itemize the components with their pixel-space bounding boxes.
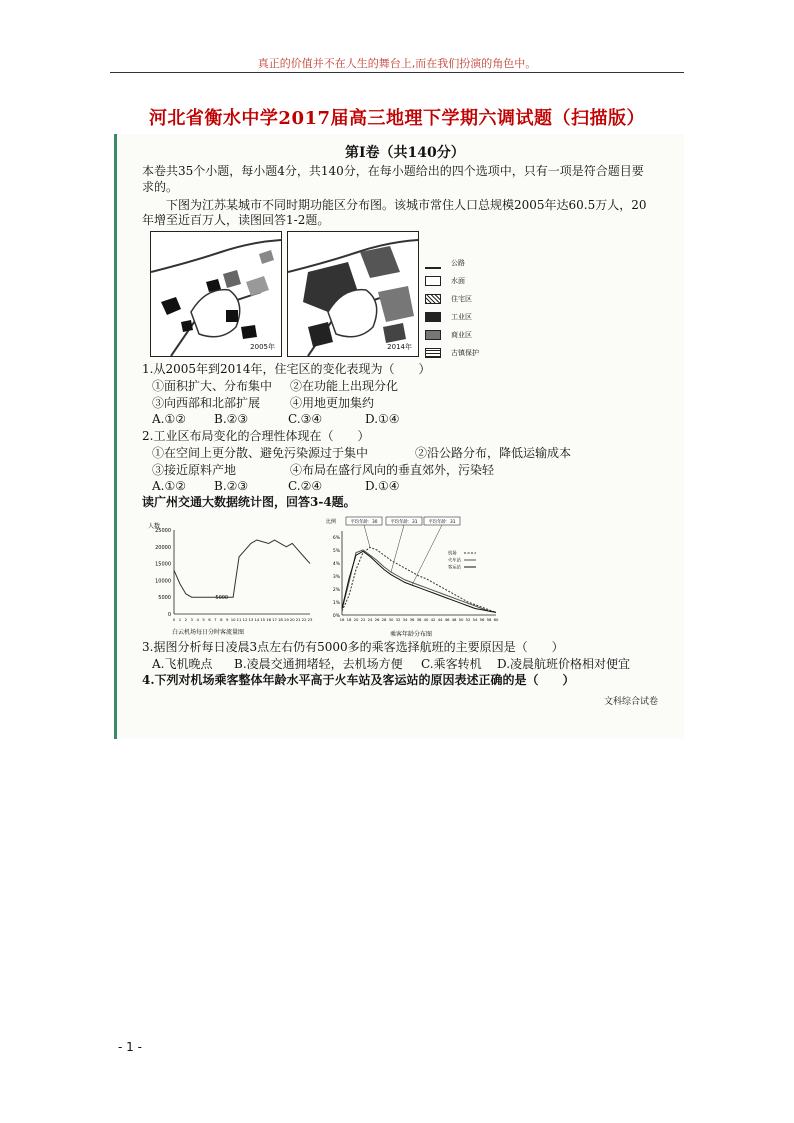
chart2-xtick-label: 16	[339, 617, 345, 622]
chart1-series-line	[174, 540, 310, 597]
intro-line-2: 求的。	[142, 180, 179, 194]
chart1-xtick-label: 16	[266, 617, 272, 622]
chart1-ytick-label: 25000	[155, 528, 171, 534]
q2-option-1: ①在空间上更分散、避免污染源过于集中	[152, 446, 369, 460]
legend-residential-icon	[425, 294, 441, 304]
chart1-xtick-label: 21	[295, 617, 301, 622]
chart1-xtick-label: 19	[283, 617, 289, 622]
chart1-xtick-label: 20	[289, 617, 295, 622]
legend-label-commercial: 商业区	[451, 331, 472, 339]
q1-stem: 1.从2005年到2014年，住宅区的变化表现为（ ）	[142, 362, 431, 376]
legend-road-icon	[425, 263, 441, 273]
chart1-xtick-label: 11	[236, 617, 242, 622]
q1-answer-b: B.②③	[214, 412, 249, 426]
chart2-annotation-pointer	[391, 525, 404, 572]
chart1-xtick-label: 1	[178, 617, 182, 622]
document-title: 河北省衡水中学2017届高三地理下学期六调试题（扫描版）	[148, 108, 646, 129]
scan-edge-line	[114, 134, 117, 739]
chart1-ytick-label: 20000	[155, 544, 171, 551]
chart1-xtick-label: 17	[272, 617, 277, 622]
q1-answer-c: C.③④	[288, 412, 323, 426]
chart2-ytick-label: 2%	[332, 588, 340, 593]
chart2-xtick-label: 38	[416, 617, 422, 622]
chart1-xlabel: 白云机场每日分时客流量图	[172, 629, 245, 636]
map-legend	[425, 258, 505, 358]
legend-water-icon	[425, 276, 441, 286]
chart2-ytick-label: 4%	[332, 562, 340, 567]
chart2-series-line	[342, 550, 496, 612]
chart2-ytick-label: 1%	[332, 601, 340, 606]
chart2-ytick-label: 0%	[332, 614, 340, 619]
chart1-xtick-label: 12	[242, 617, 248, 622]
chart2-annotation-label: 平均年龄：30	[350, 520, 378, 525]
chart1-xtick-label: 23	[307, 617, 313, 622]
chart2-xtick-label: 26	[374, 617, 380, 622]
q3-answer-b: B.凌晨交通拥堵轻，去机场方便	[234, 657, 403, 671]
q1-option-1: ①面积扩大、分布集中	[152, 379, 273, 393]
chart2-xtick-label: 58	[486, 617, 492, 622]
q2-option-4: ④布局在盛行风向的垂直郊外，污染轻	[290, 463, 495, 477]
stem-line-2: 年增至近百万人，读图回答1-2题。	[142, 213, 330, 227]
chart1-xtick-label: 9	[226, 617, 229, 622]
chart2-ytick-label: 5%	[332, 549, 340, 554]
legend-label-industrial: 工业区	[451, 313, 472, 321]
chart2-xtick-label: 22	[360, 617, 366, 622]
legend-label-residential: 住宅区	[451, 295, 472, 303]
chart1-xtick-label: 8	[220, 617, 223, 622]
q3-answer-d: D.凌晨航班价格相对便宜	[497, 657, 631, 671]
chart1-xtick-label: 7	[214, 617, 217, 622]
chart2-ylabel: 比例	[326, 519, 337, 525]
chart2-xtick-label: 52	[465, 617, 471, 622]
chart2-xtick-label: 54	[472, 617, 478, 622]
q1-option-3: ③向西部和北部扩展	[152, 396, 261, 410]
q3-answer-c: C.乘客转机	[421, 657, 482, 671]
chart2-xtick-label: 60	[493, 617, 499, 622]
chart1-xtick-label: 2	[184, 617, 188, 622]
chart2-series-line	[342, 547, 496, 612]
age-distribution-chart	[324, 511, 504, 639]
chart2-xtick-label: 40	[423, 617, 429, 622]
map-2014	[287, 231, 419, 357]
chart2-legend-label: 火车站	[448, 558, 461, 564]
chart2-xtick-label: 56	[479, 617, 485, 622]
legend-commercial-icon	[425, 330, 441, 340]
q2-answer-a: A.①②	[152, 479, 186, 493]
map-2005-year: 2005年	[250, 343, 275, 351]
chart2-legend-label: 机场	[448, 551, 457, 557]
chart1-annotation: 5000	[215, 595, 229, 602]
chart1-ytick-label: 5000	[158, 595, 171, 602]
chart1-xtick-label: 22	[301, 617, 307, 622]
map-2014-drawing	[288, 232, 418, 356]
chart1-xtick-label: 10	[230, 617, 236, 622]
q2-option-2: ②沿公路分布，降低运输成本	[415, 446, 572, 460]
chart2-ytick-label: 6%	[332, 536, 340, 541]
chart1-ylabel: 人数	[148, 523, 161, 530]
chart1-xtick-label: 0	[172, 617, 176, 622]
chart1-ytick-label: 10000	[155, 578, 171, 585]
chart2-xtick-label: 42	[430, 617, 436, 622]
q2-stem: 2.工业区布局变化的合理性体现在（ ）	[142, 429, 370, 443]
q1-option-2: ②在功能上出现分化	[290, 379, 399, 393]
q2-answer-d: D.①④	[365, 479, 400, 493]
chart2-xtick-label: 34	[402, 617, 408, 622]
chart1-ytick-label: 15000	[155, 561, 171, 568]
chart2-annotation-label: 平均年龄：31	[390, 520, 418, 525]
chart2-xtick-label: 30	[388, 617, 394, 622]
chart2-xlabel: 乘客年龄分布图	[390, 631, 433, 638]
q3-answer-a: A.飞机晚点	[152, 657, 213, 671]
legend-label-heritage: 古镇保护	[451, 349, 479, 357]
chart2-xtick-label: 28	[381, 617, 387, 622]
chart2-annotation-label: 平均年龄：31	[428, 520, 456, 525]
header-quote: 真正的价值并不在人生的舞台上,而在我们扮演的角色中。	[257, 57, 537, 70]
q1-answer-d: D.①④	[365, 412, 400, 426]
chart2-ytick-label: 3%	[332, 575, 340, 580]
intro-line-1: 本卷共35个小题，每小题4分，共140分，在每小题给出的四个选项中，只有一项是符合题目要	[142, 164, 644, 178]
q1-answer-a: A.①②	[152, 412, 186, 426]
chart2-xtick-label: 48	[451, 617, 457, 622]
chart1-xtick-label: 18	[278, 617, 283, 622]
header-rule	[110, 72, 684, 73]
chart2-xtick-label: 24	[367, 617, 373, 622]
chart2-xtick-label: 46	[444, 617, 450, 622]
q4-stem: 4.下列对机场乘客整体年龄水平高于火车站及客运站的原因表述正确的是（ ）	[142, 673, 575, 687]
chart2-xtick-label: 36	[409, 617, 415, 622]
chart1-xtick-label: 6	[208, 617, 211, 622]
chart1-ytick-label: 0	[167, 612, 171, 618]
legend-heritage-icon	[425, 348, 441, 358]
chart2-annotation-pointer	[364, 525, 370, 547]
map-2005-drawing	[151, 232, 281, 356]
map-2005	[150, 231, 282, 357]
q2-option-3: ③接近原料产地	[152, 463, 237, 477]
chart1-xtick-label: 13	[248, 617, 254, 622]
q3-stem: 3.据图分析每日凌晨3点左右仍有5000多的乘客选择航班的主要原因是（ ）	[142, 640, 564, 654]
page-number: - 1 -	[118, 1040, 142, 1054]
q2-answer-c: C.②④	[288, 479, 323, 493]
chart2-annotation-pointer	[412, 525, 442, 585]
chart2-xtick-label: 18	[346, 617, 352, 622]
chart1-xtick-label: 4	[196, 617, 199, 622]
chart2-xtick-label: 20	[353, 617, 359, 622]
chart1-xtick-label: 5	[202, 617, 205, 622]
chart1-xtick-label: 14	[254, 617, 260, 622]
map-2014-year: 2014年	[387, 343, 412, 351]
chart2-legend-label: 客运站	[448, 565, 461, 571]
legend-label-road: 公路	[451, 259, 465, 267]
legend-label-water: 水面	[451, 277, 465, 285]
chart2-xtick-label: 50	[458, 617, 464, 622]
section-title: 第Ⅰ卷（共140分）	[345, 145, 465, 161]
chart1-xtick-label: 3	[190, 617, 193, 622]
stem-line-1: 下图为江苏某城市不同时期功能区分布图。该城市常住人口总规模2005年达60.5万人，20	[166, 198, 647, 212]
scan-footer-label: 文科综合试卷	[604, 697, 659, 707]
legend-industrial-icon	[425, 312, 441, 322]
chart1-xtick-label: 15	[260, 617, 266, 622]
q2-answer-b: B.②③	[214, 479, 249, 493]
chart2-xtick-label: 32	[395, 617, 401, 622]
chart2-xtick-label: 44	[437, 617, 443, 622]
hourly-flow-chart	[142, 516, 320, 636]
q1-option-4: ④用地更加集约	[290, 396, 375, 410]
stem-3-4: 读广州交通大数据统计图，回答3-4题。	[142, 495, 356, 509]
